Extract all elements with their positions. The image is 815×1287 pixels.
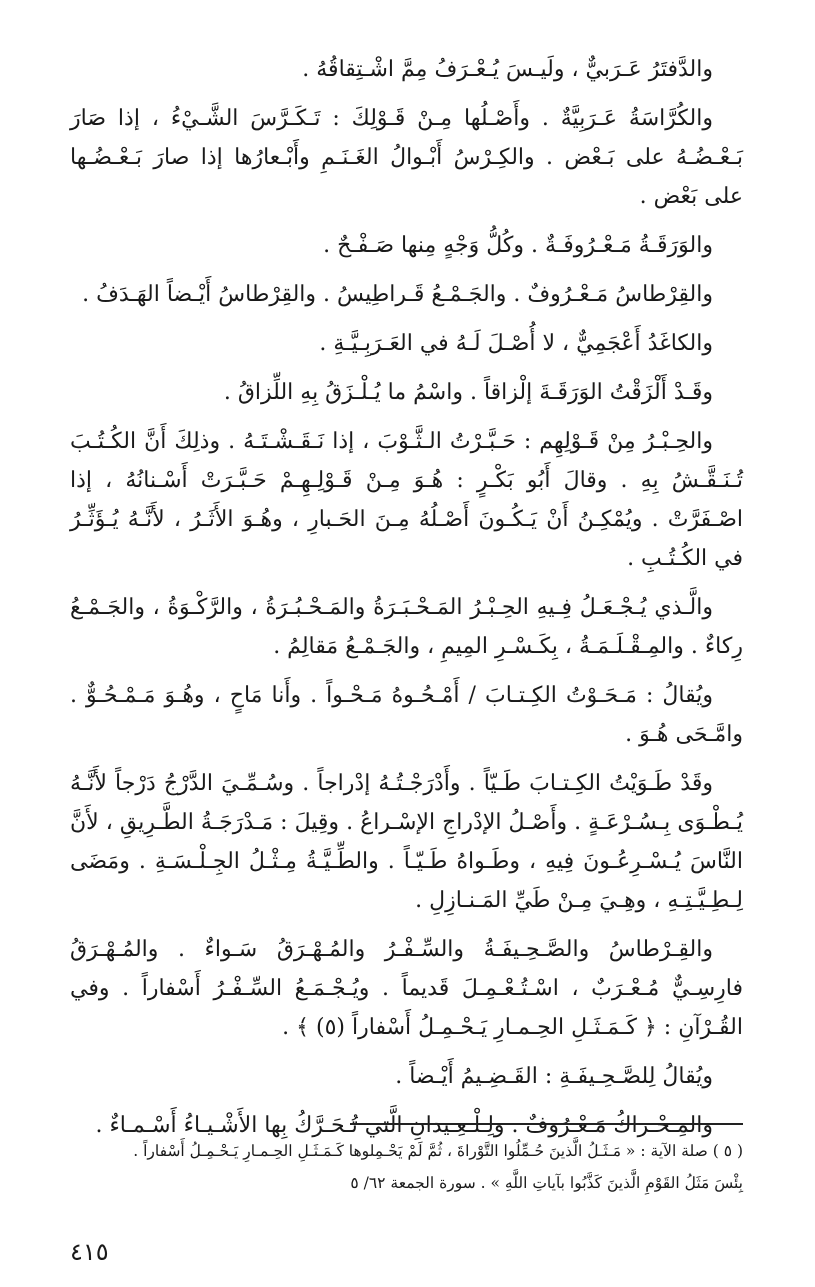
book-page [70,50,743,1287]
paragraph-kaghad: والكاغَدُ أَعْجَمِيٌّ ، لا أُصْـلَ لَـهُ في العَـرَبِـيَّـةِ . [319,331,713,356]
paragraph-tayy: وقَدْ طَـوَيْتُ الكِـتـابَ طَـيّاً . وأَدْرَجْـتُـهُ إدْراجاً . وسُـمِّـيَ الدَّرْجُ دَرْجاً لأَنَّـهُ يُـطْـوَى بِـسُـرْعَـةٍ . وأَصْـلُ الإدْراجِ الإسْـراعُ . وقِيلَ : مَـدْرَجَـةُ الطَّـرِيقِ ، لأَنَّ النَّاسَ يُـسْـرِعُـونَ فِيهِ ، وطَـواهُ طَـيّـاً . والطِّـيَّـةُ مِـثْـلُ الجِـلْـسَـةِ . ومَضَى لِـطِـيَّـتِـهِ ، وهِـيَ مِـنْ طَيِّ المَـنـازِلِ . [70,771,743,913]
paragraph-ilzaq: وقَـدْ أَلْزَقْتُ الوَرَقَـةَ إلْزاقاً . واسْمُ ما يُـلْـزَقُ بِهِ اللِّزاقُ . [223,380,713,405]
footnotes [70,1135,743,1199]
paragraph-daftar: والدَّفتَرُ عَـرَبيٌّ ، ولَيـسَ يُـعْـرَفُ مِمَّ اشْـتِقاقُهُ . [302,57,713,82]
footnote-divider [350,1123,743,1125]
paragraph-mihrak: والمِـحْـراكُ مَـعْـرُوفٌ . ولِـلْـعِـيدانِ الَّتي تُـحَـرَّكُ بِها الأَشْـيـاءُ أَسْـمـاءٌ . [95,1113,713,1138]
paragraph-hibr: والحِـبْـرُ مِنْ قَـوْلِهِم : حَـبَّـرْتُ الـثَّـوْبَ ، إذا نَـقَـشْـتَـهُ . وذلِكَ أَنَّ الكُـتُـبَ تُـنَـقَّـشُ بِهِ . وقالَ أَبُو بَكْـرٍ : هُـوَ مِـنْ قَـوْلِـهِـمْ حَـبَّـرَتْ أَسْـنانُهُ ، إذا اصْـفَرَّتْ . ويُمْكِـنُ أَنْ يَـكُـونَ أَصْـلُهُ مِـنَ الحَـبارِ ، وهُـوَ الأَثَـرُ ، لأَنَّـهُ يُـؤَثِّـرُ في الكُـتُـبِ . [70,429,743,571]
paragraph-mahw: ويُقالُ : مَـحَـوْتُ الكِـتـابَ / أَمْـحُـوهُ مَـحْـواً . وأَنا مَاحٍ ، وهُـوَ مَـمْـحُـوٌّ . وامَّـحَى هُـوَ . [70,683,743,747]
paragraph-qirtas: والقِرْطاسُ مَـعْـرُوفٌ . والجَـمْـعُ قَـراطِيسُ . والقِرْطاسُ أَيْـضاً الهَـدَفُ . [82,282,713,307]
footnote-line: بِئْسَ مَثَلُ القَوْمِ الَّذينَ كَذَّبُوا بآياتِ اللَّهِ » . سورة الجمعة ٦٢/ ٥ [350,1174,743,1192]
paragraph-waraqa: والوَرَقَـةُ مَـعْـرُوفَـةٌ . وكُلُّ وَجْهٍ مِنها صَـفْـحٌ . [323,233,713,258]
paragraph-muhraq: والقِـرْطاسُ والصَّـحِـيفَـةُ والسِّـفْـرُ والمُـهْـرَقُ سَـواءٌ . والمُـهْـرَقُ فارِسِـيٌّ مُـعْـرَبٌ ، اسْـتُـعْـمِـلَ قَديماً . ويُـجْـمَـعُ السِّـفْـرُ أَسْفاراً . وفي القُـرْآنِ : ﴿ كَـمَـثَـلِ الحِـمـارِ يَـحْـمِـلُ أَسْفاراً (٥) ﴾ . [70,937,743,1040]
paragraph-mahbara: والَّـذي يُـجْـعَـلُ فِـيهِ الحِـبْـرُ المَـحْـبَـرَةُ والمَـحْـبُـرَةُ ، والرَّكْـوَةُ ، والجَـمْـعُ رِكاءٌ . والمِـقْـلَـمَـةُ ، بِكَـسْـرِ المِيمِ ، والجَـمْـعُ مَقالِمُ . [70,595,743,659]
paragraph-kurrasa: والكُرَّاسَةُ عَـرَبِيَّةٌ . وأَصْـلُها مِـنْ قَـوْلِكَ : تَـكَـرَّسَ الشَّـيْءُ ، إذا صَارَ بَـعْـضُـهُ على بَـعْض . والكِـرْسُ أَبْـوالُ الغَـنَـمِ وأَبْـعارُها إذا صارَ بَـعْـضُـها على بَعْض . [70,106,743,209]
paragraph-qadim: ويُقالُ لِلصَّـحِـيفَـةِ : القَـضِـيمُ أَيْـضاً . [395,1064,713,1089]
footnote-line: ( ٥ ) صلة الآية : « مَـثَـلُ الَّذينَ حُـمِّلُوا التَّوْراةَ ، ثُمَّ لَمْ يَحْـمِلوها كَـمَـثَـلِ الحِـمـارِ يَـحْـمِـلُ أَسْفاراً . [133,1142,743,1160]
page-number: ٤١٥ [70,1238,109,1266]
